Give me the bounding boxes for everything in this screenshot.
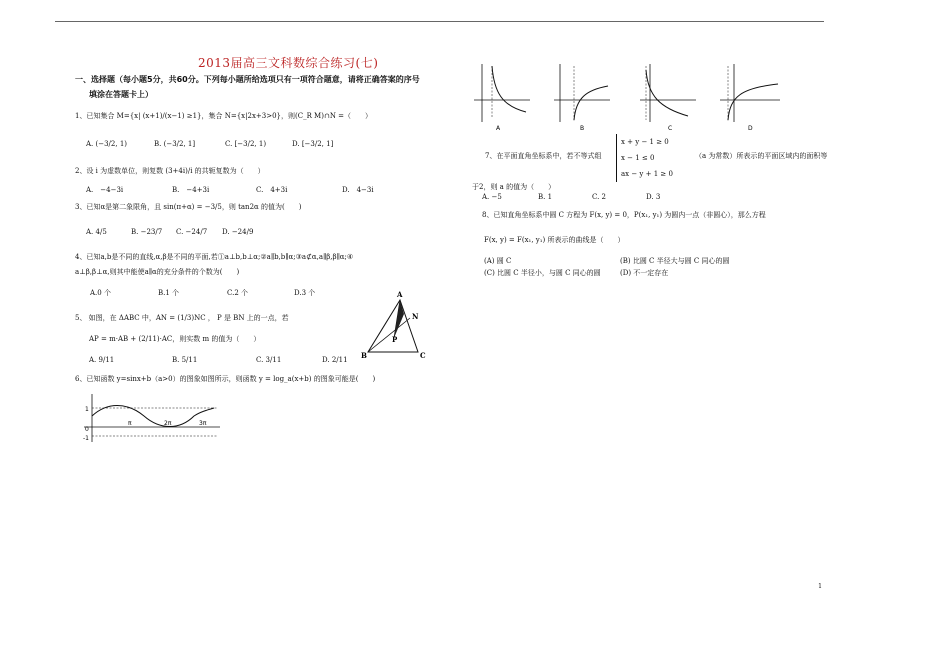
q5-option-d: D. 2/11 bbox=[322, 356, 348, 364]
inequality-1: x + y − 1 ≥ 0 bbox=[621, 138, 669, 146]
q3-option-c: C. −24/7 bbox=[176, 228, 208, 236]
inequality-2: x − 1 ≤ 0 bbox=[621, 154, 655, 162]
q8-option-d: (D) 不一定存在 bbox=[620, 269, 669, 277]
question-6-text: 6、已知函数 y=sinx+b（a>0）的图象如图所示，则函数 y = log_a(x+b) 的图象可能是( ) bbox=[75, 375, 376, 383]
header-rule bbox=[55, 21, 824, 22]
q4-option-c: C.2 个 bbox=[227, 289, 249, 297]
graph-b-label: B bbox=[580, 125, 585, 132]
sine-graph bbox=[82, 392, 222, 444]
question-7-line-2: 于2，则 a 的值为（ ） bbox=[472, 183, 556, 191]
q1-option-d: D. [−3/2, 1] bbox=[292, 140, 334, 148]
graph-b bbox=[552, 62, 612, 134]
q2-option-a: A. −4−3i bbox=[86, 186, 124, 194]
q3-option-a: A. 4/5 bbox=[86, 228, 107, 236]
question-7-lead: 7、在平面直角坐标系中，若不等式组 bbox=[485, 152, 602, 160]
q5-option-c: C. 3/11 bbox=[256, 356, 282, 364]
q1-option-c: C. [−3/2, 1) bbox=[225, 140, 267, 148]
q3-option-b: B. −23/7 bbox=[131, 228, 163, 236]
question-4-line-1: 4、已知a,b是不同的直线,α,β是不同的平面,若①a⊥b,b⊥α;②a∥b,b∥α;③a⊄α,a∥β,β∥α;④ bbox=[75, 253, 354, 261]
graph-d bbox=[718, 62, 784, 134]
graph-a-label: A bbox=[496, 125, 501, 132]
graph-a bbox=[472, 62, 532, 134]
q7-option-b: B. 1 bbox=[538, 193, 553, 201]
triangle-label-c: C bbox=[420, 351, 426, 360]
q8-option-b: (B) 比圆 C 半径大与圆 C 同心的圆 bbox=[620, 257, 730, 265]
graph-c bbox=[638, 62, 698, 134]
graph-d-label: D bbox=[748, 125, 753, 132]
section-heading bbox=[75, 72, 420, 102]
q1-option-b: B. (−3/2, 1] bbox=[154, 140, 196, 148]
q3-option-d: D. −24/9 bbox=[222, 228, 254, 236]
q4-option-d: D.3 个 bbox=[294, 289, 316, 297]
sine-tick-pi: π bbox=[128, 420, 132, 427]
question-2-text: 2、设 i 为虚数单位，则复数 (3+4i)/i 的共轭复数为（ ） bbox=[75, 167, 265, 175]
question-5-line-1: 5、 如图，在 ΔABC 中，AN = (1/3)NC ， P 是 BN 上的一点，若 bbox=[75, 314, 289, 322]
sine-tick-minus-1: -1 bbox=[83, 435, 89, 442]
question-4-line-2: a⊥β,β⊥α,则其中能使a∥α的充分条件的个数为( ) bbox=[75, 268, 240, 276]
q2-option-d: D. 4−3i bbox=[342, 186, 374, 194]
sine-tick-1: 1 bbox=[85, 406, 89, 413]
question-8-line-1: 8、已知直角坐标系中圆 C 方程为 F(x, y) = 0，P(x₁, y₁) 为圆内一点（非圆心），那么方程 bbox=[482, 211, 766, 219]
question-3-text: 3、已知α是第二象限角，且 sin(π+α) = −3/5，则 tan2α 的值为( ) bbox=[75, 203, 302, 211]
triangle-label-n: N bbox=[412, 312, 419, 321]
question-1-text: 1、已知集合 M={x| (x+1)/(x−1) ≥1}，集合 N={x|2x+3>0}，则(C_R M)∩N =（ ） bbox=[75, 112, 373, 120]
q2-option-c: C. 4+3i bbox=[256, 186, 288, 194]
page-number: 1 bbox=[818, 583, 822, 590]
graph-c-label: C bbox=[668, 125, 673, 132]
triangle-label-b: B bbox=[361, 351, 367, 360]
question-5-line-2: AP = m·AB + (2/11)·AC，则实数 m 的值为（ ） bbox=[89, 335, 261, 343]
question-7-tail: （a 为常数）所表示的平面区域内的面积等 bbox=[695, 152, 828, 160]
q1-option-a: A. (−3/2, 1) bbox=[86, 140, 128, 148]
q8-option-c: (C) 比圆 C 半径小，与圆 C 同心的圆 bbox=[484, 269, 601, 277]
q8-option-a: (A) 圆 C bbox=[484, 257, 512, 265]
triangle-label-p: P bbox=[392, 335, 398, 344]
q2-option-b: B. −4+3i bbox=[172, 186, 210, 194]
q5-option-a: A. 9/11 bbox=[89, 356, 115, 364]
q5-option-b: B. 5/11 bbox=[172, 356, 198, 364]
q4-option-b: B.1 个 bbox=[158, 289, 180, 297]
q7-option-d: D. 3 bbox=[646, 193, 661, 201]
triangle-figure bbox=[360, 290, 440, 365]
inequality-3: ax − y + 1 ≥ 0 bbox=[621, 170, 673, 178]
inequality-system bbox=[616, 134, 673, 182]
q7-option-a: A. −5 bbox=[482, 193, 502, 201]
sine-origin: 0 bbox=[85, 426, 89, 433]
q7-option-c: C. 2 bbox=[592, 193, 607, 201]
sine-tick-3pi: 3π bbox=[199, 420, 207, 427]
triangle-label-a: A bbox=[397, 290, 403, 299]
page-title: 2013届高三文科数综合练习(七) bbox=[198, 56, 379, 70]
section-line-2: 填涂在答题卡上） bbox=[89, 90, 153, 99]
question-8-line-2: F(x, y) = F(x₁, y₁) 所表示的曲线是（ ） bbox=[484, 236, 625, 244]
sine-tick-2pi: 2π bbox=[164, 420, 172, 427]
q4-option-a: A.0 个 bbox=[90, 289, 111, 297]
section-line-1: 一、选择题（每小题5分，共60分。下列每小题所给选项只有一项符合题意，请将正确答案的序号 bbox=[75, 75, 420, 84]
